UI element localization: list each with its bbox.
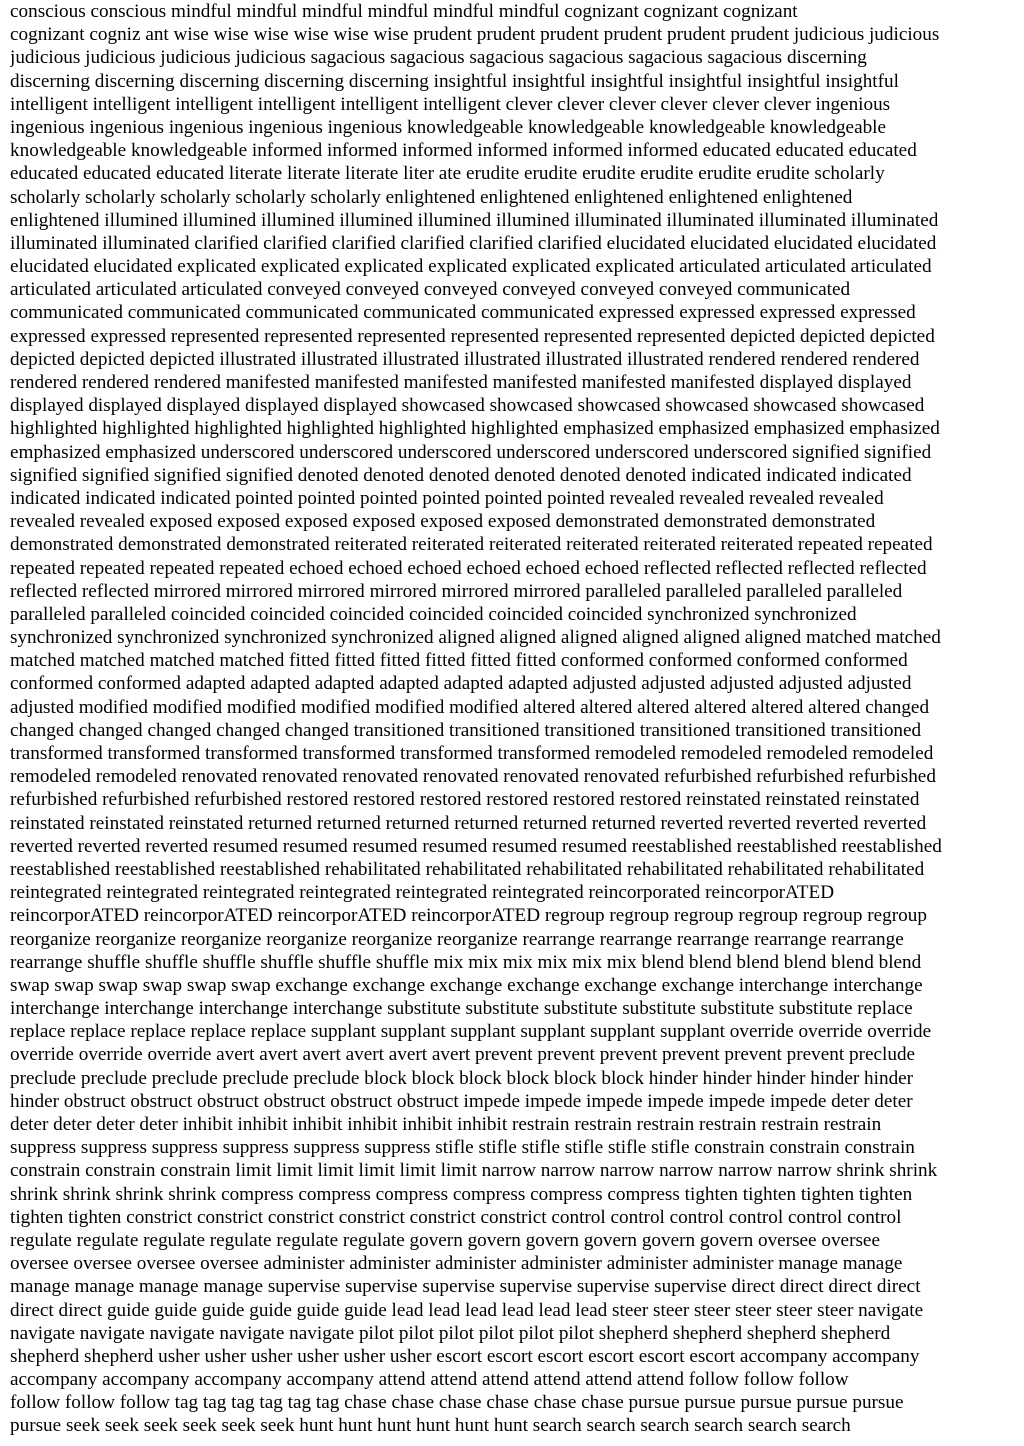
text-line: changed changed changed changed changed transitioned transitioned transitioned transitioned transitioned transitioned <box>10 719 922 741</box>
text-line: reverted reverted reverted resumed resumed resumed resumed resumed resumed reestablished reestablished reestablished <box>10 835 942 857</box>
text-line: conscious conscious mindful mindful mindful mindful mindful mindful cognizant cognizant cognizant <box>10 1 798 22</box>
text-line: emphasized emphasized underscored underscored underscored underscored underscored underscored signified signified <box>10 441 932 463</box>
text-line: interchange interchange interchange interchange substitute substitute substitute substitute substitute substitute replace <box>10 998 913 1020</box>
text-line: synchronized synchronized synchronized synchronized aligned aligned aligned aligned aligned aligned matched matched <box>10 627 941 649</box>
text-line: enlightened illumined illumined illumined illumined illumined illumined illuminated illuminated illuminated illuminated <box>10 209 939 231</box>
text-line: revealed revealed exposed exposed exposed exposed exposed exposed demonstrated demonstrated demonstrated <box>10 511 876 533</box>
text-line: displayed displayed displayed displayed displayed showcased showcased showcased showcased showcased showcased <box>10 395 925 417</box>
text-line: intelligent intelligent intelligent intelligent intelligent intelligent clever clever clever clever clever clever ingenious <box>10 93 891 115</box>
text-line: discerning discerning discerning discerning discerning insightful insightful insightful insightful insightful insightful <box>10 70 899 92</box>
text-line: follow follow follow tag tag tag tag tag tag chase chase chase chase chase chase pursue pursue pursue pursue pursue <box>10 1392 904 1414</box>
text-line: remodeled remodeled renovated renovated renovated renovated renovated renovated refurbished refurbished refurbished <box>10 766 936 788</box>
text-line: regulate regulate regulate regulate regulate regulate govern govern govern govern govern govern oversee oversee <box>10 1229 880 1251</box>
text-line: override override override avert avert avert avert avert avert prevent prevent prevent prevent prevent prevent preclude <box>10 1044 916 1066</box>
text-line: judicious judicious judicious judicious sagacious sagacious sagacious sagacious sagacious sagacious discerning <box>10 47 867 69</box>
text-line: illuminated illuminated clarified clarified clarified clarified clarified clarified elucidated elucidated elucidated elucidated <box>10 232 937 254</box>
text-line: manage manage manage manage supervise supervise supervise supervise supervise supervise direct direct direct direct <box>10 1276 921 1298</box>
text-line: rendered rendered rendered manifested manifested manifested manifested manifested manifested displayed displayed <box>10 372 912 393</box>
text-line: navigate navigate navigate navigate navigate pilot pilot pilot pilot pilot pilot shepherd shepherd shepherd shepherd <box>10 1322 891 1344</box>
text-line: signified signified signified signified denoted denoted denoted denoted denoted denoted indicated indicated indicated <box>10 464 912 486</box>
text-line: accompany accompany accompany accompany attend attend attend attend attend attend follow follow follow <box>10 1369 849 1391</box>
text-line: reincorporATED reincorporATED reincorporATED reincorporATED regroup regroup regroup regroup regroup regroup <box>10 905 927 927</box>
text-line: demonstrated demonstrated demonstrated reiterated reiterated reiterated reiterated reiterated reiterated repeated repeated <box>10 534 933 556</box>
text-line: shrink shrink shrink shrink compress compress compress compress compress compress tighten tighten tighten tighten <box>10 1183 913 1205</box>
text-line: highlighted highlighted highlighted highlighted highlighted highlighted emphasized emphasized emphasized emphasized <box>10 418 940 440</box>
text-line: preclude preclude preclude preclude preclude block block block block block block hinder hinder hinder hinder hinder <box>10 1067 914 1089</box>
text-line: expressed expressed represented represented represented represented represented represented depicted depicted depicted <box>10 325 935 347</box>
text-line: reestablished reestablished reestablished rehabilitated rehabilitated rehabilitated rehabilitated rehabilitated rehabilitated <box>10 858 925 880</box>
text-line: indicated indicated indicated pointed pointed pointed pointed pointed pointed revealed revealed revealed revealed <box>10 487 884 509</box>
text-line: reflected reflected mirrored mirrored mirrored mirrored mirrored mirrored paralleled paralleled paralleled paralleled <box>10 580 903 602</box>
text-line: rearrange shuffle shuffle shuffle shuffle shuffle shuffle mix mix mix mix mix mix blend blend blend blend blend blend <box>10 951 922 973</box>
text-line: reintegrated reintegrated reintegrated reintegrated reintegrated reintegrated reincorporated reincorporATED <box>10 882 835 904</box>
text-line: paralleled paralleled coincided coincided coincided coincided coincided coincided synchronized synchronized <box>10 603 857 625</box>
text-line: deter deter deter deter inhibit inhibit inhibit inhibit inhibit inhibit restrain restrain restrain restrain restrain restrain <box>10 1114 882 1135</box>
text-line: scholarly scholarly scholarly scholarly scholarly enlightened enlightened enlightened enlightened enlightened <box>10 186 853 208</box>
text-line: reinstated reinstated reinstated returned returned returned returned returned returned reverted reverted reverted reverted <box>10 812 927 834</box>
text-line: educated educated educated literate literate literate liter ate erudite erudite erudite erudite erudite erudite scholarly <box>10 163 885 185</box>
text-line: communicated communicated communicated communicated communicated expressed expressed expressed expressed <box>10 302 916 324</box>
text-line: cognizant cogniz ant wise wise wise wise wise wise prudent prudent prudent prudent prudent prudent judicious judicious <box>10 24 940 46</box>
text-line: articulated articulated articulated conveyed conveyed conveyed conveyed conveyed conveyed communicated <box>10 279 851 301</box>
text-line: replace replace replace replace replace supplant supplant supplant supplant supplant supplant override override override <box>10 1021 932 1043</box>
text-line: tighten tighten constrict constrict constrict constrict constrict constrict control control control control control control <box>10 1206 902 1228</box>
text-line: elucidated elucidated explicated explicated explicated explicated explicated explicated articulated articulated articulated <box>10 256 932 278</box>
text-line: knowledgeable knowledgeable informed informed informed informed informed informed educated educated educated <box>10 140 917 162</box>
text-line: pursue seek seek seek seek seek seek hunt hunt hunt hunt hunt hunt search search search search search search <box>10 1415 851 1437</box>
text-line: direct direct guide guide guide guide guide guide lead lead lead lead lead lead steer steer steer steer steer steer navigate <box>10 1299 924 1321</box>
text-line: shepherd shepherd usher usher usher usher usher usher escort escort escort escort escort escort accompany accompany <box>10 1345 920 1367</box>
text-line: matched matched matched matched fitted fitted fitted fitted fitted fitted conformed conformed conformed conformed <box>10 650 908 672</box>
text-line: conformed conformed adapted adapted adapted adapted adapted adapted adjusted adjusted adjusted adjusted adjusted <box>10 673 912 695</box>
text-line: swap swap swap swap swap swap exchange exchange exchange exchange exchange exchange interchange interchange <box>10 974 923 996</box>
text-line: constrain constrain constrain limit limit limit limit limit limit narrow narrow narrow narrow narrow narrow shrink shrink <box>10 1160 938 1182</box>
text-line: depicted depicted depicted illustrated illustrated illustrated illustrated illustrated illustrated rendered rendered rendered <box>10 348 920 370</box>
text-line: suppress suppress suppress suppress suppress suppress stifle stifle stifle stifle stifle stifle constrain constrain constrain <box>10 1137 915 1159</box>
text-line: hinder obstruct obstruct obstruct obstruct obstruct obstruct impede impede impede impede impede impede deter deter <box>10 1090 913 1112</box>
text-line: oversee oversee oversee oversee administer administer administer administer administer administer manage manage <box>10 1253 903 1275</box>
text-line: ingenious ingenious ingenious ingenious ingenious knowledgeable knowledgeable knowledgeable knowledgeable <box>10 116 887 138</box>
text-line: refurbished refurbished refurbished restored restored restored restored restored restored reinstated reinstated reinstated <box>10 789 920 811</box>
text-line: transformed transformed transformed transformed transformed transformed remodeled remodeled remodeled remodeled <box>10 743 934 764</box>
text-line: reorganize reorganize reorganize reorganize reorganize reorganize rearrange rearrange rearrange rearrange rearrange <box>10 928 904 950</box>
text-line: adjusted modified modified modified modified modified modified altered altered altered altered altered altered changed <box>10 696 930 718</box>
text-line: repeated repeated repeated repeated echoed echoed echoed echoed echoed echoed reflected reflected reflected reflected <box>10 557 927 579</box>
